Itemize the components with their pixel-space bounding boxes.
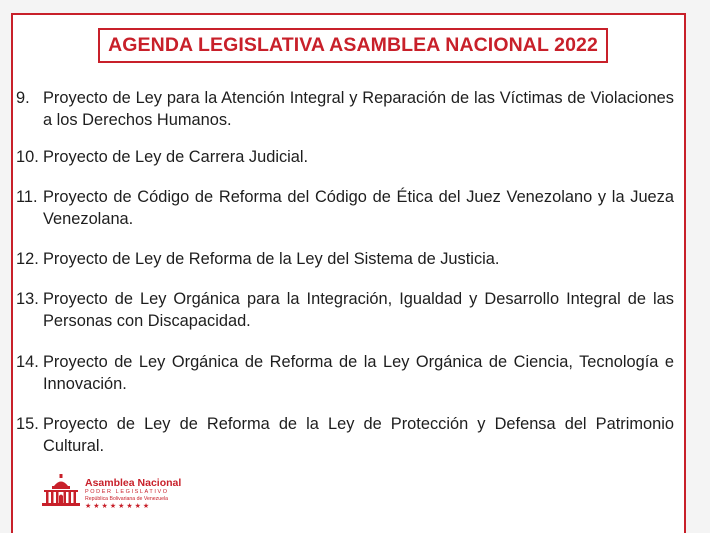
list-item (16, 87, 674, 131)
item-text: Proyecto de Ley para la Atención Integral y Reparación de las Víctimas de Violaciones a los Derechos Humanos. (43, 89, 674, 129)
item-number: 12. (16, 250, 39, 268)
asamblea-logo (42, 474, 192, 510)
item-number: 15. (16, 415, 39, 433)
list-item (16, 248, 674, 270)
list-item (16, 186, 674, 230)
list-item (16, 146, 674, 168)
item-text: Proyecto de Ley de Carrera Judicial. (43, 148, 309, 166)
logo-text-block (85, 477, 181, 511)
item-number: 11. (16, 188, 38, 206)
item-text: Proyecto de Ley Orgánica para la Integración, Igualdad y Desarrollo Integral de las Personas con Discapacidad. (43, 290, 674, 330)
list-item (16, 351, 674, 395)
logo-name: Asamblea Nacional (85, 477, 182, 489)
title-box (98, 28, 608, 63)
item-number: 10. (16, 148, 39, 166)
list-item (16, 413, 674, 457)
capitol-building-icon (42, 474, 80, 508)
item-text: Proyecto de Ley de Reforma de la Ley de Protección y Defensa del Patrimonio Cultural. (43, 415, 674, 455)
item-number: 14. (16, 353, 39, 371)
logo-subtitle: PODER LEGISLATIVO (85, 489, 169, 495)
item-text: Proyecto de Código de Reforma del Código de Ética del Juez Venezolano y la Jueza Venezolana. (43, 188, 674, 228)
item-number: 9. (16, 89, 30, 107)
item-text: Proyecto de Ley Orgánica de Reforma de la Ley Orgánica de Ciencia, Tecnología e Innovación. (43, 353, 674, 393)
logo-country: República Bolivariana de Venezuela (85, 496, 169, 502)
page-title: AGENDA LEGISLATIVA ASAMBLEA NACIONAL 2022 (108, 34, 598, 56)
item-text: Proyecto de Ley de Reforma de la Ley del Sistema de Justicia. (43, 250, 500, 268)
item-number: 13. (16, 290, 39, 308)
list-item (16, 288, 674, 332)
logo-stars: ★★★★★★★★ (85, 503, 152, 510)
